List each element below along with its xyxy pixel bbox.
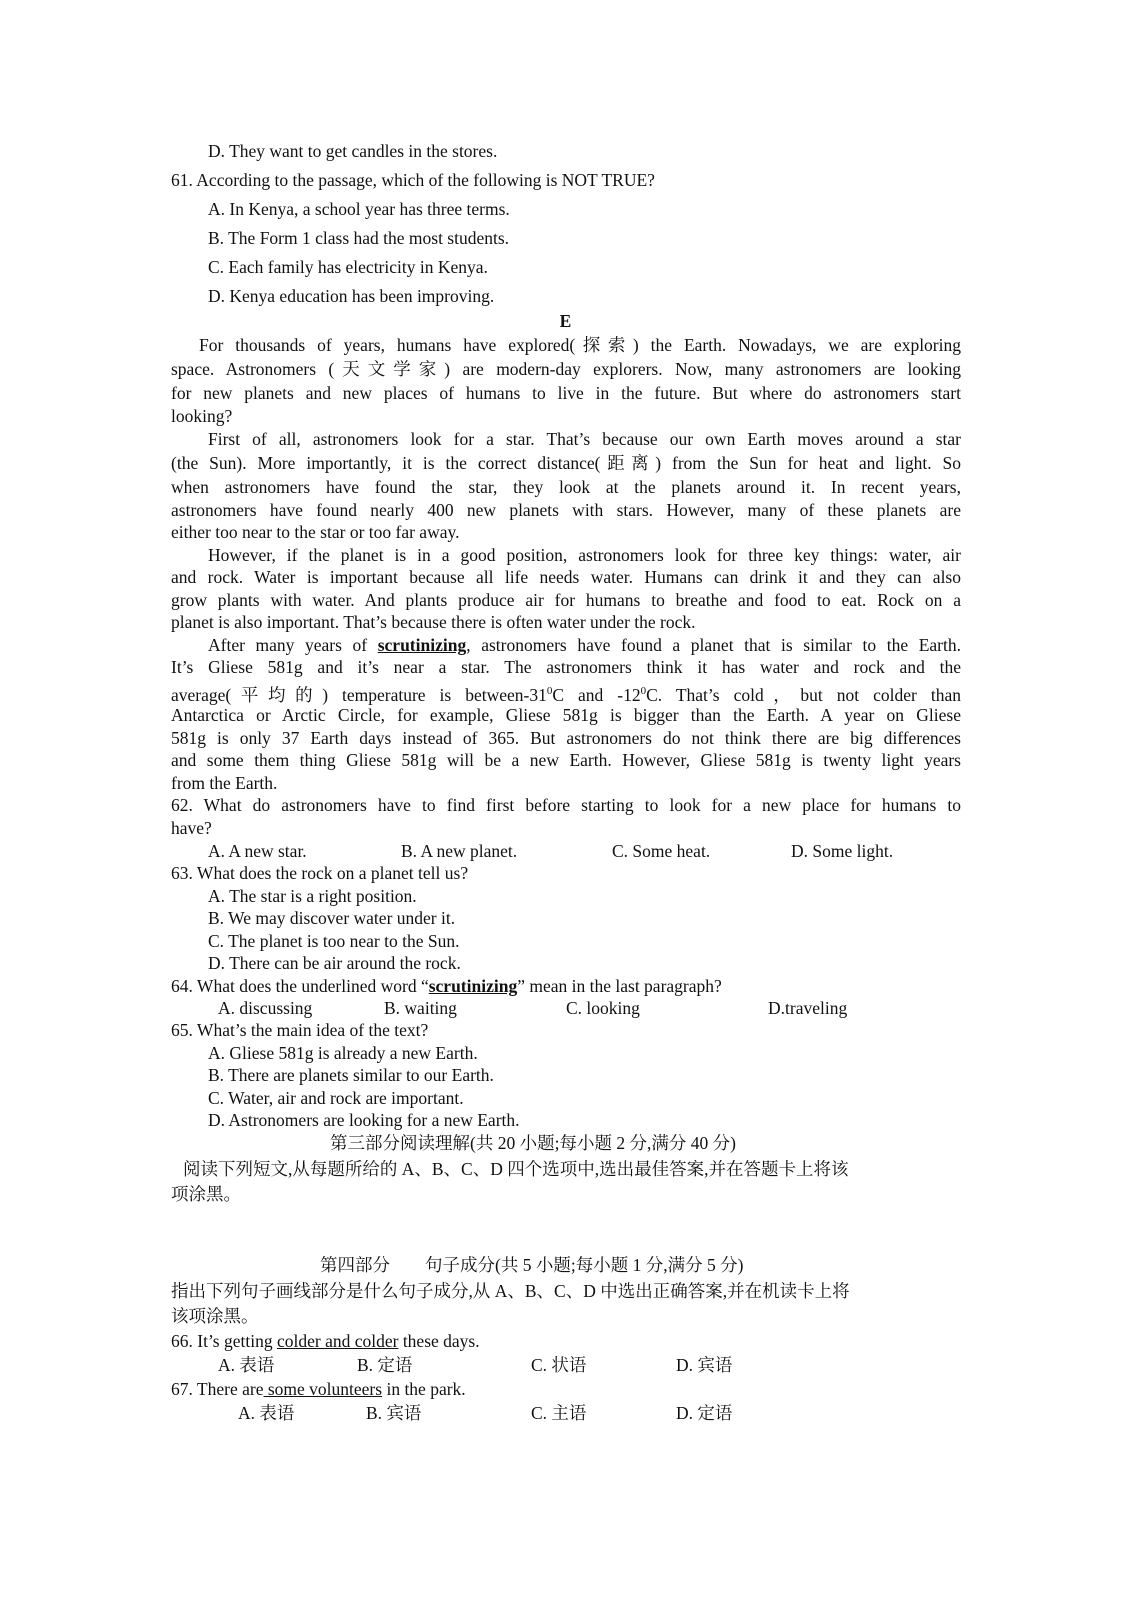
q61-option-a: A. In Kenya, a school year has three terms.: [208, 199, 510, 219]
q62-stem-line2: have?: [171, 818, 212, 838]
q65-stem: 65. What’s the main idea of the text?: [171, 1020, 429, 1040]
para1-line2: space. Astronomers (天文学家) are modern-day explorers. Now, many astronomers are looking: [171, 359, 961, 379]
q67-underlined-phrase: some volunteers: [263, 1379, 383, 1399]
q62-option-a: A. A new star.: [208, 841, 307, 861]
q62-option-d: D. Some light.: [791, 841, 894, 861]
para3-line4: planet is also important. That’s because there is often water under the rock.: [171, 612, 696, 632]
q64-underlined-word: scrutinizing: [428, 976, 518, 996]
q64-stem: 64. What does the underlined word “scrutinizing” mean in the last paragraph?: [171, 976, 722, 996]
q63-option-a: A. The star is a right position.: [208, 886, 417, 906]
q61-option-d: D. Kenya education has been improving.: [208, 286, 495, 306]
para1-line4: looking?: [171, 406, 233, 426]
q62-stem-line1: 62. What do astronomers have to find first before starting to look for a new place for humans to: [171, 795, 961, 815]
q66-option-c: C. 状语: [531, 1355, 587, 1375]
para2-line4: astronomers have found nearly 400 new planets with stars. However, many of these planets are: [171, 500, 961, 520]
q66-option-b: B. 定语: [357, 1355, 413, 1375]
part4-title: 第四部分 句子成分(共 5 小题;每小题 1 分,满分 5 分): [320, 1255, 744, 1275]
para2-line2: (the Sun). More importantly, it is the correct distance(距离) from the Sun for heat and light. So: [171, 453, 961, 473]
para2-line1: First of all, astronomers look for a star. That’s because our own Earth moves around a star: [208, 429, 961, 449]
part3-title: 第三部分阅读理解(共 20 小题;每小题 2 分,满分 40 分): [330, 1133, 736, 1153]
q67-option-a: A. 表语: [238, 1403, 295, 1423]
q64-option-d: D.traveling: [768, 998, 848, 1018]
part3-instructions-line1: 阅读下列短文,从每题所给的 A、B、C、D 四个选项中,选出最佳答案,并在答题卡上将该: [183, 1159, 849, 1179]
q62-option-b: B. A new planet.: [401, 841, 518, 861]
q64-option-a: A. discussing: [218, 998, 313, 1018]
q61-option-b: B. The Form 1 class had the most students.: [208, 228, 510, 248]
q67-option-d: D. 定语: [676, 1403, 733, 1423]
para1-line1: For thousands of years, humans have explored(探索) the Earth. Nowadays, we are exploring: [199, 335, 961, 355]
para2-line5: either too near to the star or too far away.: [171, 522, 460, 542]
para4-line7: from the Earth.: [171, 773, 278, 793]
q66-stem: 66. It’s getting colder and colder these days.: [171, 1331, 480, 1351]
q65-option-d: D. Astronomers are looking for a new Earth.: [208, 1110, 520, 1130]
para4-line1: After many years of scrutinizing, astronomers have found a planet that is similar to the Earth.: [208, 635, 961, 655]
para4-line3: average(平均的) temperature is between-$31^0C$ and $-12^0C$. That’s cold，but not colder than: [171, 684, 961, 705]
para4-line6: and some them thing Gliese 581g will be a new Earth. However, Gliese 581g is twenty light years: [171, 750, 961, 770]
q63-option-c: C. The planet is too near to the Sun.: [208, 931, 460, 951]
para4-line4: Antarctica or Arctic Circle, for example, Gliese 581g is bigger than the Earth. A year on Gliese: [171, 705, 961, 725]
part4-instructions-line1: 指出下列句子画线部分是什么句子成分,从 A、B、C、D 中选出正确答案,并在机读卡上将: [171, 1281, 850, 1301]
q60-option-d: D. They want to get candles in the stores.: [208, 141, 498, 161]
part4-instructions-line2: 该项涂黑。: [171, 1306, 259, 1326]
para4-line2: It’s Gliese 581g and it’s near a star. The astronomers think it has water and rock and the: [171, 657, 961, 677]
q66-option-d: D. 宾语: [676, 1355, 733, 1375]
q66-underlined-phrase: colder and colder: [276, 1331, 399, 1351]
q67-option-b: B. 宾语: [366, 1403, 422, 1423]
para3-line3: grow plants with water. And plants produce air for humans to breathe and food to eat. Rock on a: [171, 590, 961, 610]
q66-option-a: A. 表语: [218, 1355, 275, 1375]
para4-line5: 581g is only 37 Earth days instead of 365. But astronomers do not think there are big differences: [171, 728, 961, 748]
part3-instructions-line2: 项涂黑。: [171, 1184, 241, 1204]
q63-option-b: B. We may discover water under it.: [208, 908, 456, 928]
q67-option-c: C. 主语: [531, 1403, 587, 1423]
q61-option-c: C. Each family has electricity in Kenya.: [208, 257, 488, 277]
q62-option-c: C. Some heat.: [612, 841, 711, 861]
q65-option-b: B. There are planets similar to our Earth.: [208, 1065, 494, 1085]
q61-stem: 61. According to the passage, which of the following is NOT TRUE?: [171, 170, 655, 190]
para3-line1: However, if the planet is in a good position, astronomers look for three key things: water, air: [208, 545, 961, 565]
q64-option-b: B. waiting: [384, 998, 457, 1018]
q63-option-d: D. There can be air around the rock.: [208, 953, 461, 973]
q63-stem: 63. What does the rock on a planet tell us?: [171, 863, 469, 883]
scrutinizing-word: scrutinizing: [377, 635, 467, 655]
q64-option-c: C. looking: [566, 998, 640, 1018]
para2-line3: when astronomers have found the star, they look at the planets around it. In recent years,: [171, 477, 961, 497]
q67-stem: 67. There are some volunteers in the park.: [171, 1379, 466, 1399]
passage-heading: E: [559, 311, 572, 331]
q65-option-a: A. Gliese 581g is already a new Earth.: [208, 1043, 478, 1063]
para3-line2: and rock. Water is important because all life needs water. Humans can drink it and they can also: [171, 567, 961, 587]
q65-option-c: C. Water, air and rock are important.: [208, 1088, 464, 1108]
para1-line3: for new planets and new places of humans to live in the future. But where do astronomers start: [171, 383, 961, 403]
